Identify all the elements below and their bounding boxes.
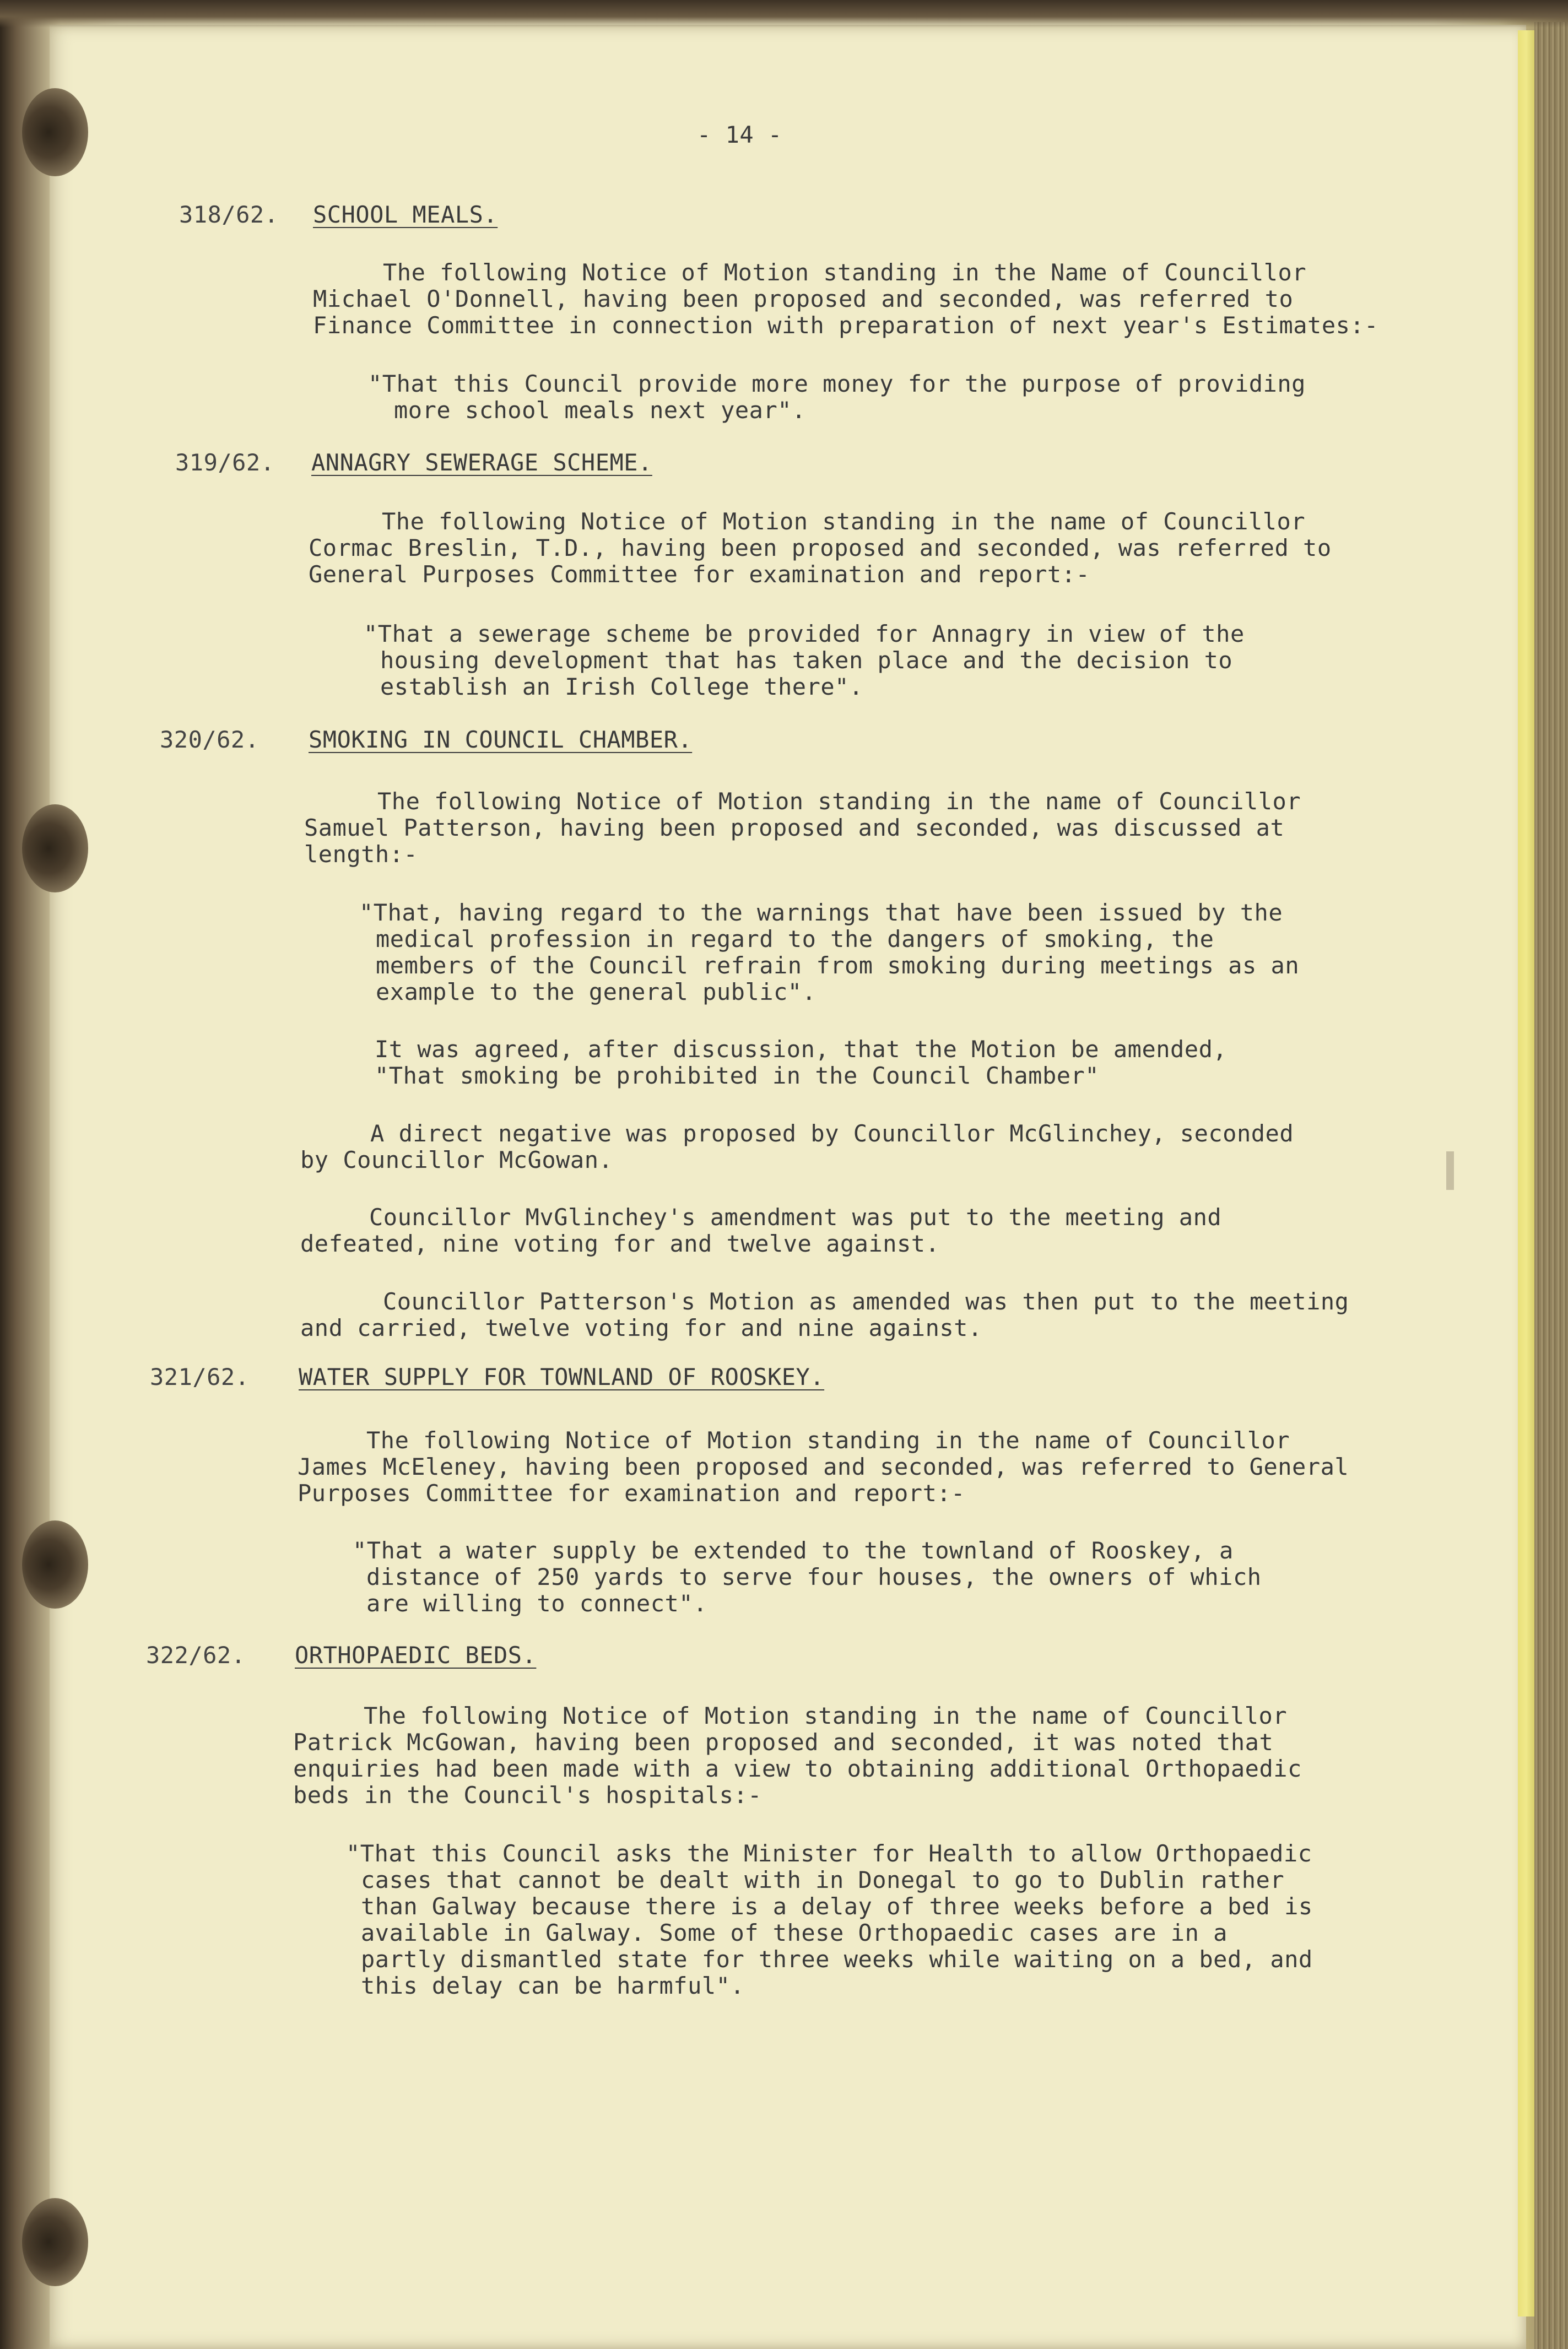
item-number: 319/62. <box>175 449 275 476</box>
binder-hole-icon <box>22 804 88 892</box>
margin-mark <box>1446 1151 1454 1190</box>
item-heading: WATER SUPPLY FOR TOWNLAND OF ROOSKEY. <box>299 1363 825 1390</box>
item-number: 318/62. <box>179 201 279 228</box>
quote-line: "That a sewerage scheme be provided for Annagry in view of the <box>364 620 1245 647</box>
amendment-line: It was agreed, after discussion, that the Motion be amended, <box>375 1036 1228 1063</box>
paragraph-line: Cormac Breslin, T.D., having been proposed and seconded, was referred to <box>309 534 1332 561</box>
quote-line: partly dismantled state for three weeks while waiting on a bed, and <box>361 1946 1313 1973</box>
quote-line: more school meals next year". <box>394 397 806 424</box>
paragraph-line: Michael O'Donnell, having been proposed and seconded, was referred to <box>313 285 1294 312</box>
item-number: 322/62. <box>146 1642 246 1669</box>
paragraph-line: defeated, nine voting for and twelve against. <box>300 1230 940 1257</box>
paragraph-line: and carried, twelve voting for and nine against. <box>300 1314 982 1341</box>
amendment-line: "That smoking be prohibited in the Council Chamber" <box>375 1062 1100 1089</box>
quote-line: example to the general public". <box>376 978 817 1005</box>
quote-line: "That this Council provide more money for the purpose of providing <box>368 370 1306 397</box>
quote-line: "That, having regard to the warnings that have been issued by the <box>359 899 1283 926</box>
paragraph-line: Finance Committee in connection with preparation of next year's Estimates:- <box>313 312 1378 339</box>
quote-line: "That this Council asks the Minister for Health to allow Orthopaedic <box>346 1840 1312 1867</box>
paragraph-line: General Purposes Committee for examination and report:- <box>309 561 1090 588</box>
item-heading: ANNAGRY SEWERAGE SCHEME. <box>311 449 652 476</box>
paragraph-line: Patrick McGowan, having been proposed and seconded, it was noted that <box>293 1729 1274 1756</box>
page-stack-edge <box>1534 22 1568 2349</box>
paragraph-line: The following Notice of Motion standing in the name of Councillor <box>377 788 1301 815</box>
quote-line: medical profession in regard to the dangers of smoking, the <box>376 925 1214 952</box>
quote-line: cases that cannot be dealt with in Donegal to go to Dublin rather <box>361 1866 1285 1893</box>
quote-line: establish an Irish College there". <box>380 673 863 700</box>
item-number: 320/62. <box>160 726 259 753</box>
paragraph-line: Councillor Patterson's Motion as amended was then put to the meeting <box>383 1288 1349 1315</box>
paragraph-line: length:- <box>304 841 418 868</box>
item-heading: SCHOOL MEALS. <box>313 201 498 228</box>
paragraph-line: beds in the Council's hospitals:- <box>293 1782 762 1809</box>
paragraph-line: Councillor MvGlinchey's amendment was put to the meeting and <box>369 1204 1222 1231</box>
paragraph-line: The following Notice of Motion standing in the name of Councillor <box>364 1702 1288 1729</box>
paragraph-line: The following Notice of Motion standing in the Name of Councillor <box>383 259 1307 286</box>
quote-line: members of the Council refrain from smoking during meetings as an <box>376 952 1300 979</box>
paragraph-line: by Councillor McGowan. <box>300 1146 613 1173</box>
quote-line: "That a water supply be extended to the townland of Rooskey, a <box>353 1537 1234 1564</box>
paragraph-line: Purposes Committee for examination and report:- <box>298 1480 965 1507</box>
paragraph-line: enquiries had been made with a view to obtaining additional Orthopaedic <box>293 1755 1302 1782</box>
quote-line: are willing to connect". <box>366 1590 707 1617</box>
quote-line: distance of 250 yards to serve four houses, the owners of which <box>366 1563 1262 1590</box>
binder-hole-icon <box>22 1520 88 1609</box>
quote-line: than Galway because there is a delay of three weeks before a bed is <box>361 1893 1313 1920</box>
paragraph-line: The following Notice of Motion standing in the name of Councillor <box>382 508 1306 535</box>
item-heading: ORTHOPAEDIC BEDS. <box>295 1642 537 1669</box>
quote-line: available in Galway. Some of these Orthopaedic cases are in a <box>361 1919 1228 1946</box>
item-number: 321/62. <box>150 1363 250 1390</box>
item-heading: SMOKING IN COUNCIL CHAMBER. <box>309 726 693 753</box>
quote-line: housing development that has taken place and the decision to <box>380 647 1233 674</box>
binder-hole-icon <box>22 2198 88 2286</box>
top-shadow <box>0 0 1568 28</box>
paragraph-line: Samuel Patterson, having been proposed and seconded, was discussed at <box>304 814 1285 841</box>
binder-hole-icon <box>22 88 88 176</box>
page-edge-strip <box>1518 30 1534 2316</box>
paragraph-line: The following Notice of Motion standing in the name of Councillor <box>366 1427 1290 1454</box>
paragraph-line: A direct negative was proposed by Councillor McGlinchey, seconded <box>370 1120 1294 1147</box>
quote-line: this delay can be harmful". <box>361 1972 745 1999</box>
page-number: - 14 - <box>697 121 782 148</box>
paragraph-line: James McEleney, having been proposed and seconded, was referred to General <box>298 1453 1349 1480</box>
